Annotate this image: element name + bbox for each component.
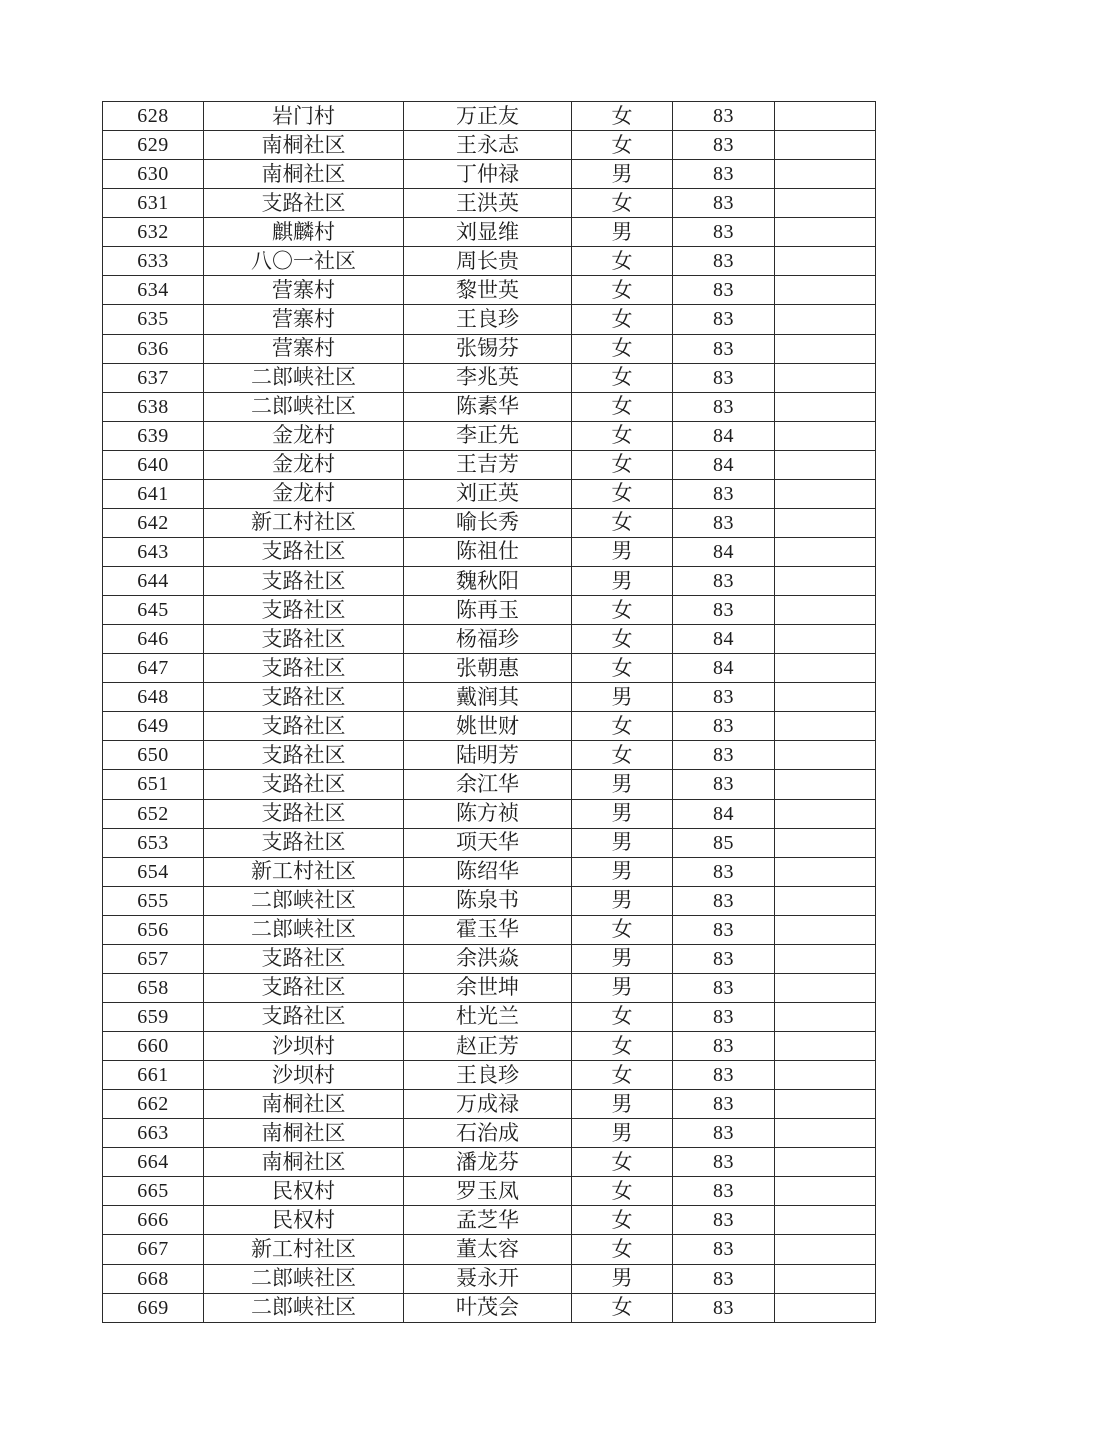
cell-village-name: 支路社区: [204, 596, 404, 625]
cell-serial-number: 663: [103, 1119, 204, 1148]
cell-person-name: 陈绍华: [404, 857, 572, 886]
table-row: [103, 450, 876, 479]
cell-age: 85: [673, 828, 775, 857]
table-row: [103, 131, 876, 160]
cell-person-name: 张锡芬: [404, 334, 572, 363]
cell-age: 83: [673, 1090, 775, 1119]
table-row: [103, 1264, 876, 1293]
table-row: [103, 1061, 876, 1090]
table-row: [103, 102, 876, 131]
cell-serial-number: 641: [103, 479, 204, 508]
cell-age: 83: [673, 1002, 775, 1031]
cell-gender: 女: [572, 508, 673, 537]
cell-serial-number: 631: [103, 189, 204, 218]
table-row: [103, 1090, 876, 1119]
cell-age: 83: [673, 770, 775, 799]
cell-age: 83: [673, 305, 775, 334]
cell-age: 83: [673, 886, 775, 915]
cell-serial-number: 655: [103, 886, 204, 915]
cell-age: 83: [673, 189, 775, 218]
cell-serial-number: 650: [103, 741, 204, 770]
cell-age: 83: [673, 508, 775, 537]
cell-gender: 女: [572, 1002, 673, 1031]
cell-note: [775, 683, 876, 712]
cell-serial-number: 658: [103, 973, 204, 1002]
cell-note: [775, 857, 876, 886]
cell-serial-number: 632: [103, 218, 204, 247]
cell-serial-number: 633: [103, 247, 204, 276]
cell-gender: 男: [572, 683, 673, 712]
cell-age: 83: [673, 973, 775, 1002]
cell-age: 83: [673, 1032, 775, 1061]
cell-age: 83: [673, 915, 775, 944]
cell-gender: 男: [572, 973, 673, 1002]
cell-serial-number: 654: [103, 857, 204, 886]
cell-person-name: 姚世财: [404, 712, 572, 741]
cell-age: 83: [673, 102, 775, 131]
cell-person-name: 王良珍: [404, 305, 572, 334]
cell-serial-number: 639: [103, 421, 204, 450]
cell-note: [775, 363, 876, 392]
cell-serial-number: 659: [103, 1002, 204, 1031]
cell-person-name: 刘正英: [404, 479, 572, 508]
cell-age: 83: [673, 218, 775, 247]
cell-person-name: 孟芝华: [404, 1206, 572, 1235]
cell-person-name: 万正友: [404, 102, 572, 131]
cell-note: [775, 654, 876, 683]
cell-note: [775, 218, 876, 247]
table-row: [103, 596, 876, 625]
table-row: [103, 305, 876, 334]
cell-serial-number: 652: [103, 799, 204, 828]
cell-age: 83: [673, 479, 775, 508]
cell-age: 83: [673, 1061, 775, 1090]
cell-village-name: 南桐社区: [204, 1148, 404, 1177]
cell-age: 83: [673, 1264, 775, 1293]
cell-note: [775, 596, 876, 625]
cell-gender: 女: [572, 1177, 673, 1206]
cell-village-name: 民权村: [204, 1206, 404, 1235]
table-row: [103, 247, 876, 276]
cell-gender: 女: [572, 276, 673, 305]
cell-gender: 女: [572, 247, 673, 276]
cell-note: [775, 421, 876, 450]
cell-age: 83: [673, 1293, 775, 1322]
cell-note: [775, 625, 876, 654]
table-row: [103, 625, 876, 654]
cell-note: [775, 1148, 876, 1177]
cell-gender: 男: [572, 886, 673, 915]
table-row: [103, 218, 876, 247]
cell-person-name: 余洪焱: [404, 944, 572, 973]
roster-table-body: [103, 102, 876, 1323]
cell-gender: 女: [572, 479, 673, 508]
cell-village-name: 金龙村: [204, 450, 404, 479]
cell-person-name: 聂永开: [404, 1264, 572, 1293]
cell-village-name: 支路社区: [204, 189, 404, 218]
cell-gender: 男: [572, 218, 673, 247]
cell-serial-number: 666: [103, 1206, 204, 1235]
cell-village-name: 营寨村: [204, 276, 404, 305]
cell-person-name: 陈祖仕: [404, 537, 572, 566]
cell-serial-number: 637: [103, 363, 204, 392]
cell-gender: 女: [572, 131, 673, 160]
table-row: [103, 392, 876, 421]
cell-note: [775, 944, 876, 973]
cell-person-name: 王良珍: [404, 1061, 572, 1090]
cell-person-name: 万成禄: [404, 1090, 572, 1119]
cell-gender: 女: [572, 596, 673, 625]
cell-note: [775, 508, 876, 537]
cell-age: 84: [673, 421, 775, 450]
cell-person-name: 罗玉凤: [404, 1177, 572, 1206]
cell-note: [775, 1061, 876, 1090]
table-row: [103, 189, 876, 218]
cell-gender: 女: [572, 712, 673, 741]
cell-person-name: 戴润其: [404, 683, 572, 712]
cell-village-name: 二郎峡社区: [204, 363, 404, 392]
cell-village-name: 南桐社区: [204, 1090, 404, 1119]
table-row: [103, 1148, 876, 1177]
cell-serial-number: 662: [103, 1090, 204, 1119]
cell-serial-number: 653: [103, 828, 204, 857]
cell-person-name: 王永志: [404, 131, 572, 160]
cell-person-name: 黎世英: [404, 276, 572, 305]
cell-village-name: 南桐社区: [204, 1119, 404, 1148]
cell-age: 83: [673, 276, 775, 305]
table-row: [103, 537, 876, 566]
cell-age: 83: [673, 712, 775, 741]
cell-gender: 男: [572, 828, 673, 857]
table-row: [103, 1119, 876, 1148]
cell-gender: 男: [572, 1264, 673, 1293]
cell-gender: 男: [572, 160, 673, 189]
cell-village-name: 营寨村: [204, 334, 404, 363]
table-row: [103, 857, 876, 886]
cell-gender: 女: [572, 421, 673, 450]
cell-gender: 男: [572, 799, 673, 828]
cell-note: [775, 973, 876, 1002]
cell-note: [775, 886, 876, 915]
cell-serial-number: 648: [103, 683, 204, 712]
cell-village-name: 新工村社区: [204, 508, 404, 537]
cell-village-name: 支路社区: [204, 537, 404, 566]
cell-village-name: 支路社区: [204, 944, 404, 973]
cell-serial-number: 664: [103, 1148, 204, 1177]
table-row: [103, 799, 876, 828]
cell-village-name: 金龙村: [204, 479, 404, 508]
cell-age: 84: [673, 799, 775, 828]
cell-person-name: 董太容: [404, 1235, 572, 1264]
table-row: [103, 334, 876, 363]
cell-village-name: 沙坝村: [204, 1061, 404, 1090]
cell-village-name: 新工村社区: [204, 857, 404, 886]
cell-note: [775, 102, 876, 131]
cell-gender: 女: [572, 1061, 673, 1090]
cell-serial-number: 665: [103, 1177, 204, 1206]
table-row: [103, 1032, 876, 1061]
cell-person-name: 霍玉华: [404, 915, 572, 944]
cell-note: [775, 741, 876, 770]
cell-person-name: 李正先: [404, 421, 572, 450]
cell-village-name: 支路社区: [204, 654, 404, 683]
cell-note: [775, 160, 876, 189]
cell-village-name: 麒麟村: [204, 218, 404, 247]
cell-person-name: 陈再玉: [404, 596, 572, 625]
cell-person-name: 陆明芳: [404, 741, 572, 770]
table-row: [103, 479, 876, 508]
cell-age: 83: [673, 1148, 775, 1177]
table-row: [103, 276, 876, 305]
cell-village-name: 新工村社区: [204, 1235, 404, 1264]
cell-gender: 女: [572, 625, 673, 654]
cell-gender: 女: [572, 363, 673, 392]
cell-person-name: 杨福珍: [404, 625, 572, 654]
cell-serial-number: 668: [103, 1264, 204, 1293]
cell-serial-number: 660: [103, 1032, 204, 1061]
table-row: [103, 886, 876, 915]
cell-age: 83: [673, 160, 775, 189]
roster-table: [102, 101, 876, 1323]
cell-village-name: 支路社区: [204, 770, 404, 799]
cell-village-name: 二郎峡社区: [204, 1293, 404, 1322]
cell-note: [775, 915, 876, 944]
cell-serial-number: 634: [103, 276, 204, 305]
table-row: [103, 363, 876, 392]
table-row: [103, 1177, 876, 1206]
cell-village-name: 支路社区: [204, 625, 404, 654]
cell-serial-number: 646: [103, 625, 204, 654]
cell-serial-number: 644: [103, 567, 204, 596]
cell-note: [775, 1119, 876, 1148]
table-row: [103, 1235, 876, 1264]
cell-note: [775, 1090, 876, 1119]
cell-village-name: 二郎峡社区: [204, 886, 404, 915]
cell-note: [775, 189, 876, 218]
table-row: [103, 770, 876, 799]
cell-gender: 男: [572, 1090, 673, 1119]
table-row: [103, 654, 876, 683]
cell-serial-number: 647: [103, 654, 204, 683]
cell-serial-number: 635: [103, 305, 204, 334]
cell-age: 83: [673, 247, 775, 276]
cell-note: [775, 131, 876, 160]
cell-note: [775, 334, 876, 363]
table-row: [103, 915, 876, 944]
cell-person-name: 石治成: [404, 1119, 572, 1148]
cell-person-name: 丁仲禄: [404, 160, 572, 189]
table-row: [103, 160, 876, 189]
cell-person-name: 项天华: [404, 828, 572, 857]
cell-village-name: 金龙村: [204, 421, 404, 450]
cell-age: 84: [673, 654, 775, 683]
table-row: [103, 712, 876, 741]
cell-gender: 女: [572, 741, 673, 770]
cell-note: [775, 799, 876, 828]
cell-serial-number: 643: [103, 537, 204, 566]
cell-note: [775, 305, 876, 334]
cell-person-name: 赵正芳: [404, 1032, 572, 1061]
cell-gender: 女: [572, 392, 673, 421]
cell-age: 83: [673, 1119, 775, 1148]
cell-age: 83: [673, 741, 775, 770]
cell-note: [775, 537, 876, 566]
cell-age: 83: [673, 1177, 775, 1206]
cell-gender: 女: [572, 334, 673, 363]
cell-note: [775, 1177, 876, 1206]
cell-note: [775, 1293, 876, 1322]
cell-serial-number: 645: [103, 596, 204, 625]
cell-age: 84: [673, 625, 775, 654]
cell-person-name: 周长贵: [404, 247, 572, 276]
cell-note: [775, 479, 876, 508]
cell-note: [775, 1032, 876, 1061]
cell-gender: 女: [572, 305, 673, 334]
cell-person-name: 陈素华: [404, 392, 572, 421]
cell-person-name: 魏秋阳: [404, 567, 572, 596]
cell-gender: 女: [572, 654, 673, 683]
cell-age: 83: [673, 363, 775, 392]
cell-gender: 男: [572, 944, 673, 973]
cell-gender: 男: [572, 770, 673, 799]
cell-person-name: 王吉芳: [404, 450, 572, 479]
cell-serial-number: 636: [103, 334, 204, 363]
cell-person-name: 李兆英: [404, 363, 572, 392]
table-row: [103, 828, 876, 857]
cell-age: 83: [673, 596, 775, 625]
cell-serial-number: 661: [103, 1061, 204, 1090]
cell-person-name: 张朝惠: [404, 654, 572, 683]
cell-gender: 女: [572, 915, 673, 944]
cell-person-name: 杜光兰: [404, 1002, 572, 1031]
table-row: [103, 1206, 876, 1235]
cell-village-name: 支路社区: [204, 799, 404, 828]
cell-person-name: 余江华: [404, 770, 572, 799]
cell-village-name: 南桐社区: [204, 131, 404, 160]
cell-gender: 女: [572, 450, 673, 479]
cell-note: [775, 828, 876, 857]
cell-person-name: 叶茂会: [404, 1293, 572, 1322]
cell-person-name: 陈泉书: [404, 886, 572, 915]
cell-note: [775, 1206, 876, 1235]
cell-note: [775, 392, 876, 421]
cell-gender: 女: [572, 1206, 673, 1235]
cell-gender: 男: [572, 857, 673, 886]
cell-village-name: 支路社区: [204, 712, 404, 741]
table-row: [103, 508, 876, 537]
cell-serial-number: 642: [103, 508, 204, 537]
cell-village-name: 支路社区: [204, 828, 404, 857]
cell-gender: 女: [572, 1032, 673, 1061]
cell-note: [775, 450, 876, 479]
cell-village-name: 支路社区: [204, 741, 404, 770]
cell-note: [775, 770, 876, 799]
cell-serial-number: 667: [103, 1235, 204, 1264]
cell-serial-number: 638: [103, 392, 204, 421]
cell-gender: 男: [572, 1119, 673, 1148]
table-row: [103, 683, 876, 712]
table-row: [103, 567, 876, 596]
cell-age: 83: [673, 567, 775, 596]
cell-serial-number: 651: [103, 770, 204, 799]
cell-note: [775, 1002, 876, 1031]
cell-gender: 男: [572, 537, 673, 566]
cell-serial-number: 649: [103, 712, 204, 741]
cell-age: 83: [673, 683, 775, 712]
cell-gender: 男: [572, 567, 673, 596]
cell-age: 83: [673, 944, 775, 973]
cell-gender: 女: [572, 1293, 673, 1322]
cell-serial-number: 669: [103, 1293, 204, 1322]
cell-age: 83: [673, 1235, 775, 1264]
table-row: [103, 741, 876, 770]
cell-age: 84: [673, 537, 775, 566]
cell-village-name: 营寨村: [204, 305, 404, 334]
cell-serial-number: 628: [103, 102, 204, 131]
cell-gender: 女: [572, 189, 673, 218]
cell-village-name: 二郎峡社区: [204, 915, 404, 944]
cell-serial-number: 640: [103, 450, 204, 479]
cell-age: 83: [673, 392, 775, 421]
cell-serial-number: 630: [103, 160, 204, 189]
cell-serial-number: 657: [103, 944, 204, 973]
cell-village-name: 南桐社区: [204, 160, 404, 189]
cell-person-name: 潘龙芬: [404, 1148, 572, 1177]
cell-village-name: 八〇一社区: [204, 247, 404, 276]
cell-gender: 女: [572, 1148, 673, 1177]
cell-person-name: 刘显维: [404, 218, 572, 247]
cell-gender: 女: [572, 102, 673, 131]
cell-age: 84: [673, 450, 775, 479]
cell-village-name: 二郎峡社区: [204, 392, 404, 421]
cell-age: 83: [673, 334, 775, 363]
cell-village-name: 二郎峡社区: [204, 1264, 404, 1293]
table-row: [103, 1293, 876, 1322]
cell-village-name: 沙坝村: [204, 1032, 404, 1061]
cell-village-name: 支路社区: [204, 973, 404, 1002]
cell-person-name: 陈方祯: [404, 799, 572, 828]
cell-note: [775, 247, 876, 276]
table-row: [103, 973, 876, 1002]
cell-village-name: 支路社区: [204, 567, 404, 596]
cell-note: [775, 1235, 876, 1264]
cell-village-name: 支路社区: [204, 683, 404, 712]
cell-village-name: 支路社区: [204, 1002, 404, 1031]
cell-age: 83: [673, 131, 775, 160]
cell-serial-number: 656: [103, 915, 204, 944]
cell-village-name: 岩门村: [204, 102, 404, 131]
cell-person-name: 王洪英: [404, 189, 572, 218]
cell-note: [775, 276, 876, 305]
table-row: [103, 944, 876, 973]
cell-age: 83: [673, 857, 775, 886]
cell-note: [775, 1264, 876, 1293]
cell-gender: 女: [572, 1235, 673, 1264]
cell-note: [775, 712, 876, 741]
cell-note: [775, 567, 876, 596]
cell-age: 83: [673, 1206, 775, 1235]
table-row: [103, 421, 876, 450]
cell-person-name: 余世坤: [404, 973, 572, 1002]
cell-person-name: 喻长秀: [404, 508, 572, 537]
cell-village-name: 民权村: [204, 1177, 404, 1206]
cell-serial-number: 629: [103, 131, 204, 160]
table-row: [103, 1002, 876, 1031]
